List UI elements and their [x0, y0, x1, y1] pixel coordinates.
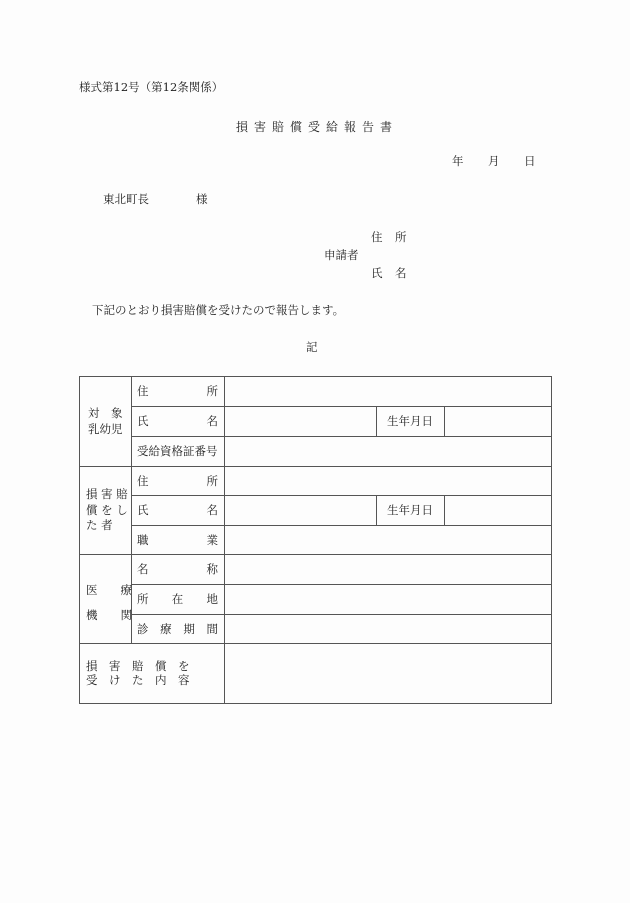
label-char: 職: [137, 532, 149, 547]
row-label-infant-address: [131, 376, 224, 406]
label-char: 所: [137, 592, 149, 606]
date-month-label: 月: [488, 154, 500, 168]
honorific: 様: [196, 192, 208, 206]
infant-certificate-number-field[interactable]: [225, 437, 551, 466]
row-label-infant-name: [131, 406, 224, 436]
group-label-line: 医 療: [86, 583, 132, 597]
party-name-field[interactable]: [225, 496, 376, 525]
group-label-line: 損 害 賠 償 を: [86, 659, 190, 673]
document-title: 損害賠償受給報告書: [236, 120, 399, 134]
applicant-label: 申請者: [324, 248, 359, 262]
label-char: 在: [171, 592, 184, 606]
label-char: 称: [206, 562, 218, 576]
group-label-line: 機 関: [86, 608, 132, 623]
compensation-details-field[interactable]: [225, 644, 551, 703]
label-char: 間: [206, 621, 218, 636]
label-char: 氏: [137, 414, 149, 428]
group-label-line: 受 け た 内 容: [86, 673, 190, 688]
table-border-bottom: [79, 703, 552, 704]
statement: 下記のとおり損害賠償を受けたので報告します。: [92, 303, 345, 317]
addressee: 東北町長: [103, 192, 149, 206]
applicant-name-label-1: 氏: [371, 266, 383, 280]
group-label-line: 乳幼児: [88, 421, 123, 436]
group-label-target-infant: [88, 406, 123, 437]
label-char: 住: [137, 384, 149, 398]
date-year-label: 年: [452, 154, 464, 168]
date-day-label: 日: [524, 154, 536, 168]
label-char: 受給資格証番号: [137, 444, 218, 458]
row-label-party-occupation: [131, 525, 224, 554]
row-label-infant-certificate-number: [131, 436, 224, 466]
group-label-compensation-details: [86, 659, 190, 688]
party-birthdate-field[interactable]: [445, 496, 551, 525]
label-char: 期: [183, 621, 195, 636]
table-border-right: [551, 376, 552, 704]
label-char: 療: [160, 621, 172, 636]
label-char: 名: [137, 562, 149, 576]
label-char: 診: [137, 621, 149, 636]
infant-name-field[interactable]: [225, 407, 376, 436]
applicant-address-label-1: 住: [371, 230, 383, 244]
label-char: 地: [206, 592, 218, 606]
party-birthdate-label: 生年月日: [387, 503, 433, 517]
infant-birthdate-field[interactable]: [445, 407, 551, 436]
applicant-name-label-2: 名: [395, 266, 407, 280]
group-label-line: 損 害 賠: [86, 487, 128, 501]
label-char: 所: [206, 473, 218, 488]
row-label-party-name: [131, 495, 224, 525]
label-char: 氏: [137, 503, 149, 517]
group-label-line: 対 象: [88, 406, 123, 420]
row-label-treatment-period: [131, 614, 224, 643]
label-char: 名: [206, 414, 218, 428]
row-label-institution-name: [131, 554, 224, 584]
infant-address-field[interactable]: [225, 377, 551, 406]
party-occupation-field[interactable]: [225, 526, 551, 554]
party-address-field[interactable]: [225, 467, 551, 495]
table-border-left: [79, 376, 80, 704]
group-label-line: 償 を し: [86, 502, 128, 517]
infant-birthdate-label: 生年月日: [387, 414, 433, 428]
institution-location-field[interactable]: [225, 585, 551, 614]
group-label-liable-party: [86, 487, 128, 534]
label-char: 名: [206, 503, 218, 517]
label-char: 住: [137, 473, 149, 488]
row-label-institution-location: [131, 584, 224, 614]
applicant-address-label-2: 所: [395, 230, 407, 244]
label-char: 所: [206, 384, 218, 398]
treatment-period-field[interactable]: [225, 615, 551, 643]
ki-heading: 記: [306, 340, 318, 354]
row-label-party-address: [131, 466, 224, 495]
group-label-medical-institution: [86, 578, 132, 629]
form-number: 様式第12号（第12条関係）: [79, 80, 224, 94]
group-label-line: た 者: [86, 518, 113, 533]
label-char: 業: [206, 532, 218, 547]
institution-name-field[interactable]: [225, 555, 551, 584]
